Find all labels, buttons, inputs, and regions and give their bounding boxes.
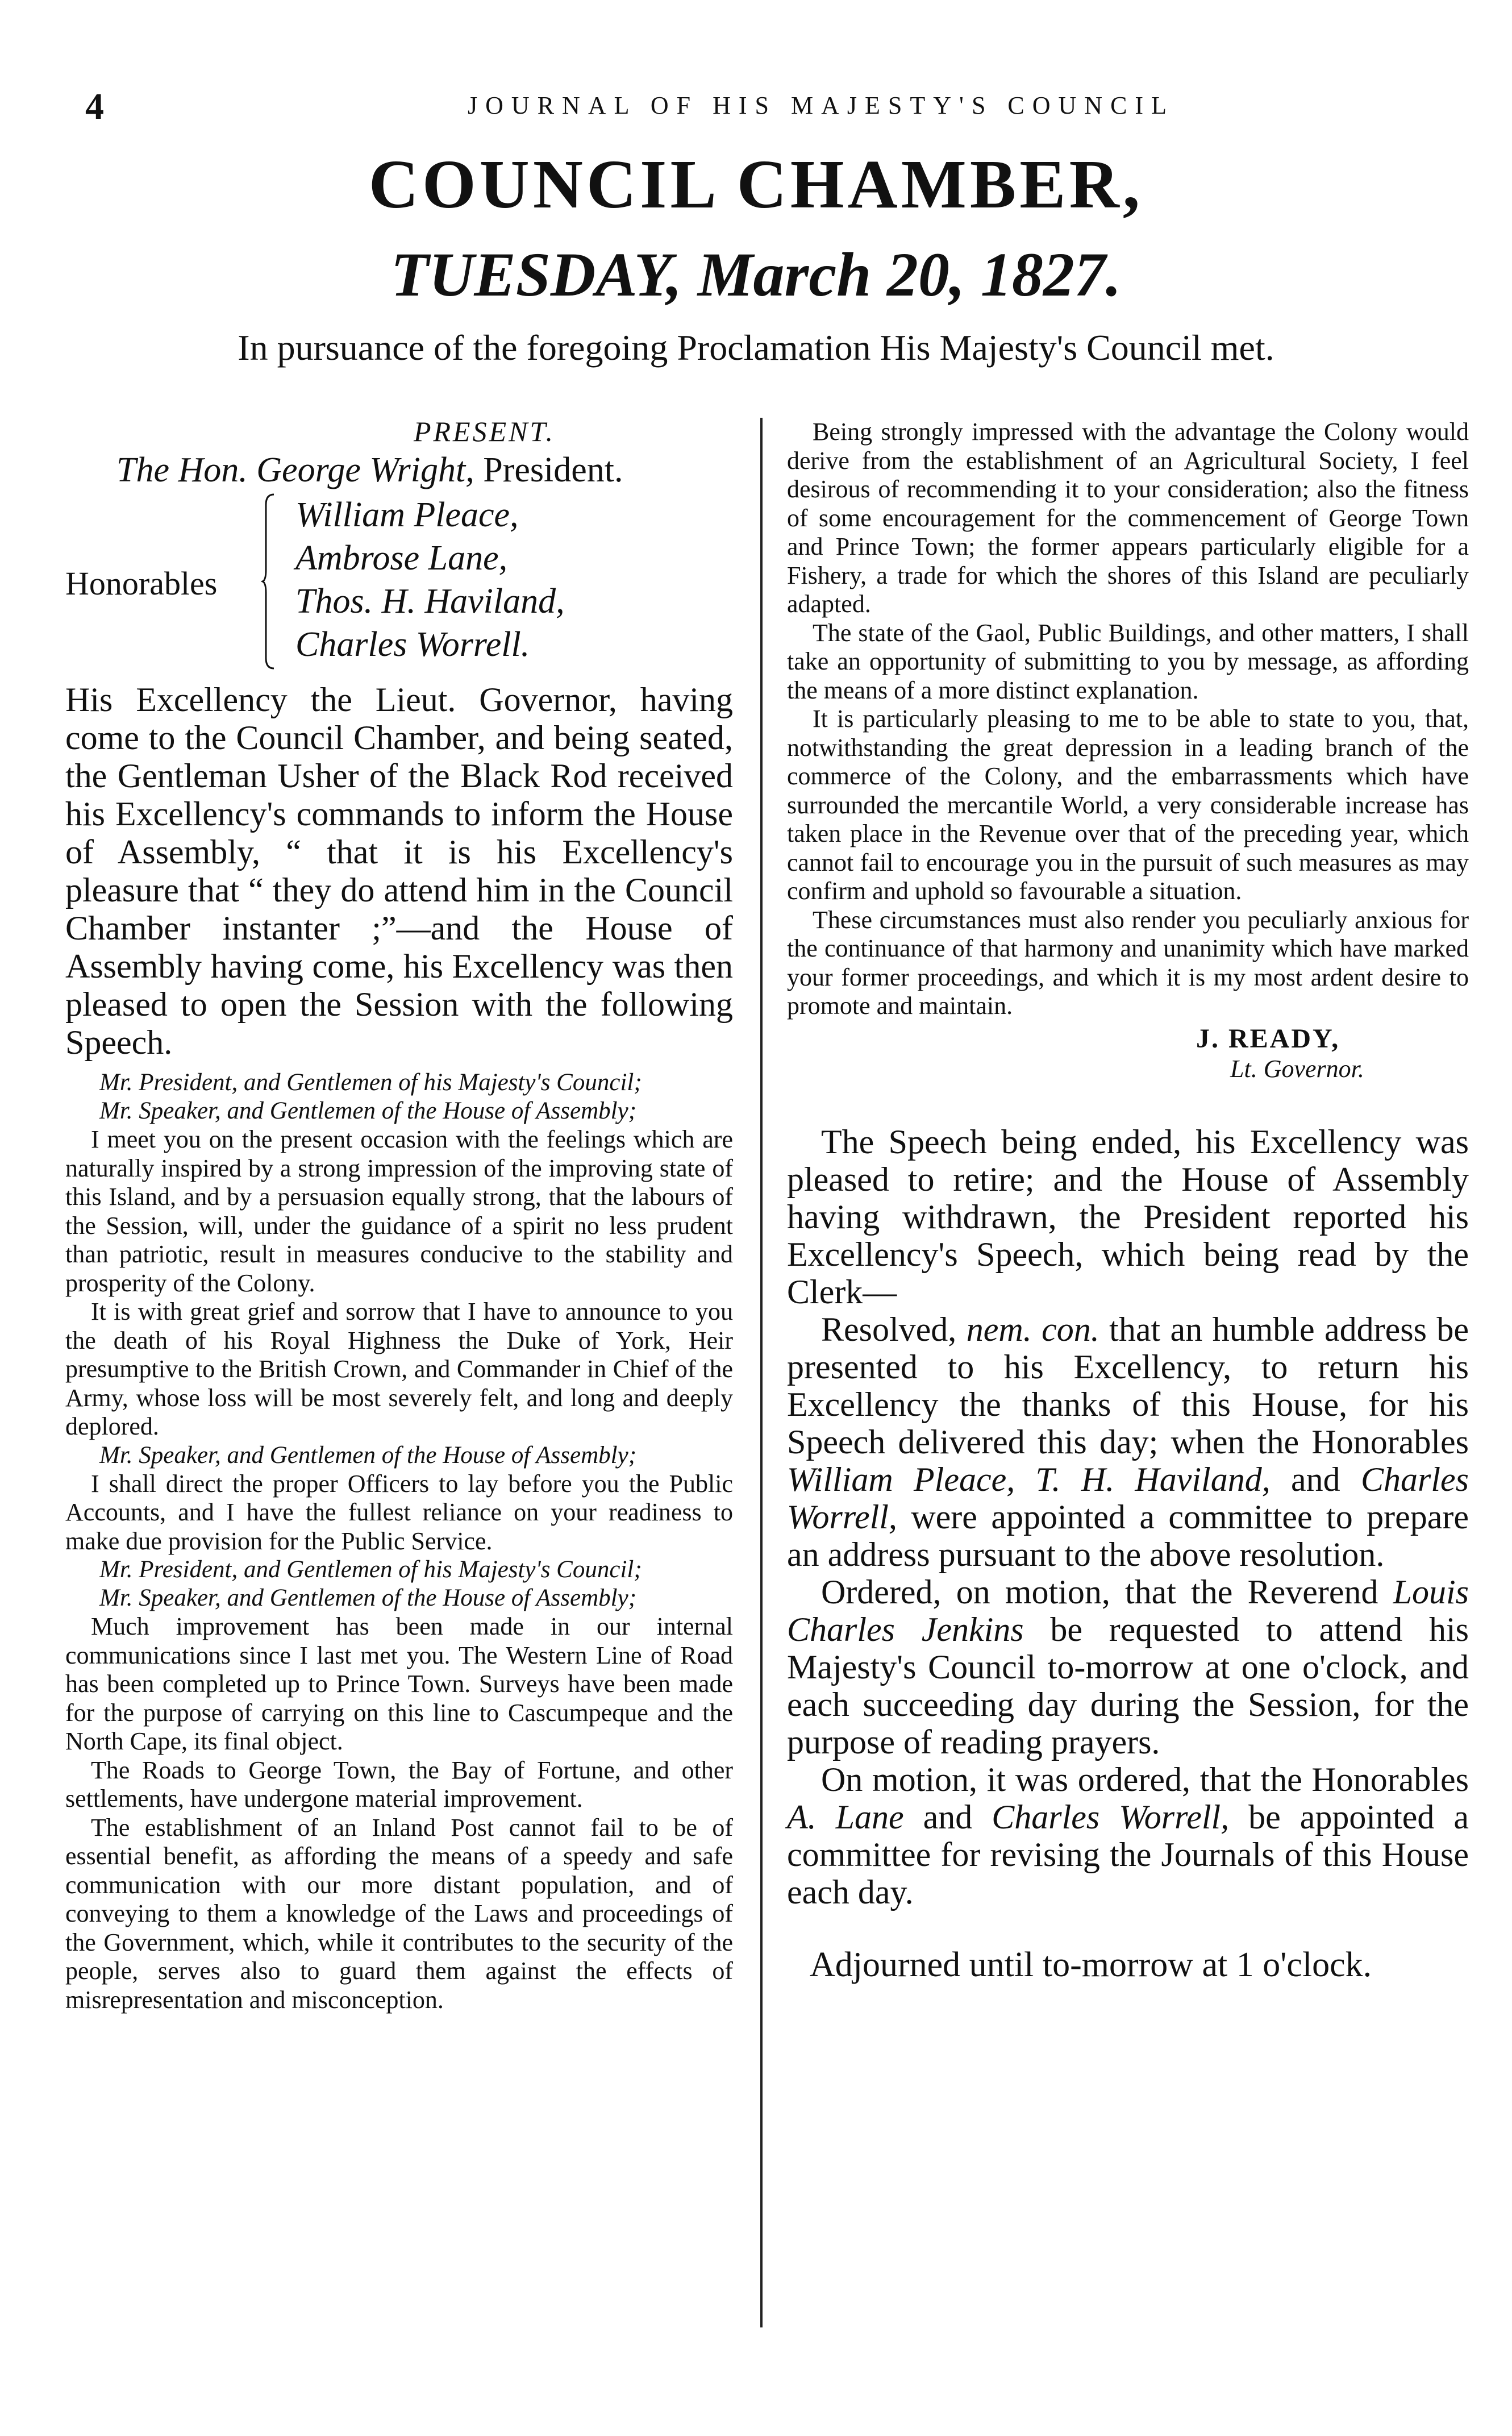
committee-names: Charles Worrell,: [787, 1460, 1469, 1536]
honorable-name: William Pleace,: [295, 496, 519, 534]
resolved-label: Resolved,: [821, 1310, 957, 1348]
proceedings-text: On motion, it was ordered, that the Honorables: [821, 1760, 1469, 1798]
committee-names: A. Lane: [787, 1798, 904, 1836]
running-head: JOURNAL OF HIS MAJESTY'S COUNCIL: [468, 92, 1174, 119]
intro-line: In pursuance of the foregoing Proclamation His Majesty's Council met.: [238, 327, 1274, 368]
signature-name: J. READY,: [1196, 1023, 1340, 1054]
narrative-paragraph: His Excellency the Lieut. Governor, having come to the Council Chamber, and being seated, the Gentleman Usher of the Black Rod received his Excellency's commands to inform the House of Assembly, “ that it is his Excellency's pleasure that “ they do attend him in the Council Chamber instanter ;”—and the House of Assembly having come, his Excellency was then pleased to open the Session with the following Speech.: [65, 681, 733, 1061]
signature-title: Lt. Governor.: [1230, 1054, 1364, 1083]
proceedings-text: were appointed a committee to prepare an address pursuant to the above resolution.: [787, 1498, 1469, 1573]
honorable-name: Ambrose Lane,: [295, 539, 508, 577]
president-name: George Wright,: [256, 451, 474, 489]
speech-paragraph: The state of the Gaol, Public Buildings, and other matters, I shall take an opportunity of submitting to you by message, as affording the means of a more distinct explanation.: [787, 618, 1469, 704]
committee-names: Charles Worrell,: [992, 1798, 1230, 1836]
proceedings-paragraph: The Speech being ended, his Excellency was pleased to retire; and the House of Assembly having withdrawn, the President reported his Excellency's Speech, which being read by the Clerk—: [787, 1123, 1469, 1311]
proceedings-paragraph: [787, 1761, 1469, 1911]
speech-paragraph: These circumstances must also render you peculiarly anxious for the continuance of that harmony and unanimity which have marked your former proceedings, and which it is my most ardent desire to promote and maintain.: [787, 905, 1469, 1020]
present-heading: PRESENT.: [413, 415, 556, 447]
nem-con: nem. con.: [966, 1310, 1099, 1348]
speech-address: Mr. President, and Gentlemen of his Majesty's Council;: [99, 1556, 642, 1583]
speech-paragraph: I shall direct the proper Officers to lay before you the Public Accounts, and I have the fullest reliance on your readiness to make due provision for the Public Service.: [65, 1469, 733, 1555]
proceedings-text: be appointed a committee for revising the Journals of this House each day.: [787, 1798, 1469, 1911]
honorable-name: Thos. H. Haviland,: [295, 582, 565, 621]
reverend-name: Louis Charles Jenkins: [787, 1573, 1469, 1648]
right-column: [787, 418, 1469, 1985]
speech-paragraph: It is particularly pleasing to me to be able to state to you, that, notwithstanding the great depression in a leading branch of the commerce of the Colony, and the embarrassments which have surrounded the mercantile World, a very considerable increase has taken place in the Revenue over that of the preceding year, which cannot fail to encourage you in the pursuit of such measures as may confirm and uphold so favourable a situation.: [787, 705, 1469, 905]
president-prefix: The Hon.: [116, 451, 248, 489]
honorables-block: [65, 493, 733, 681]
committee-names: William Pleace, T. H. Haviland,: [787, 1460, 1271, 1498]
speech-paragraph: The establishment of an Inland Post cannot fail to be of essential benefit, as affording the means of a speedy and safe communication with our more distant population, and of conveying to them a knowledge of the Laws and proceedings of the Government, which, while it contributes to the security of the people, serves also to guard them against the effects of misrepresentation and misconception.: [65, 1813, 733, 2014]
column-divider: [760, 418, 763, 2327]
proceedings-text: that an humble address be presented to his Excellency, to return his Excellency the thanks of this House, for his Speech delivered this day; when the Honorables: [787, 1310, 1469, 1461]
proceedings-text: Ordered, on motion, that the Reverend: [821, 1573, 1378, 1611]
president-line: [116, 451, 733, 489]
speech-address: Mr. Speaker, and Gentlemen of the House of Assembly;: [99, 1441, 637, 1469]
page-title: COUNCIL CHAMBER,: [368, 146, 1144, 223]
speech-paragraph: Much improvement has been made in our internal communications since I last met you. The Western Line of Road has been completed up to Prince Town. Surveys have been made for the purpose of carrying on this line to Cascumpeque and the North Cape, its final object.: [65, 1612, 733, 1755]
brace-icon: [261, 493, 275, 670]
left-column: [65, 415, 733, 2014]
page-number: 4: [85, 86, 104, 127]
date-line: TUESDAY, March 20, 1827.: [390, 240, 1122, 309]
speech-paragraph: The Roads to George Town, the Bay of Fortune, and other settlements, have undergone material improvement.: [65, 1756, 733, 1813]
proceedings-paragraph: [787, 1573, 1469, 1761]
honorable-name: Charles Worrell.: [295, 625, 530, 664]
president-title: President.: [483, 451, 623, 489]
speech-paragraph: Being strongly impressed with the advantage the Colony would derive from the establishment of an Agricultural Society, I feel desirous of recommending it to your consideration; also the fitness of some encouragement for the commencement of George Town and Prince Town; the former appears particularly eligible for a Fishery, a trade for which the shores of this Island are peculiarly adapted.: [787, 418, 1469, 618]
proceedings-text: and: [1291, 1460, 1340, 1498]
speech-paragraph: It is with great grief and sorrow that I have to announce to you the death of his Royal Highness the Duke of York, Heir presumptive to the British Crown, and Commander in Chief of the Army, whose loss will be most severely felt, and long and deeply deplored.: [65, 1298, 733, 1440]
speech-address: Mr. President, and Gentlemen of his Majesty's Council;: [99, 1069, 642, 1096]
honorables-names: [295, 493, 565, 666]
proceedings-text: and: [923, 1798, 973, 1836]
proceedings-paragraph: [787, 1311, 1469, 1573]
honorables-label: Honorables: [65, 565, 218, 602]
speech-address: Mr. Speaker, and Gentlemen of the House of Assembly;: [99, 1098, 637, 1124]
adjourned-line: Adjourned until to-morrow at 1 o'clock.: [810, 1945, 1372, 1984]
proceedings-text: be requested to attend his Majesty's Council to-morrow at one o'clock, and each succeeding day during the Session, for the purpose of reading prayers.: [787, 1610, 1469, 1761]
speech-paragraph: I meet you on the present occasion with the feelings which are naturally inspired by a strong impression of the improving state of this Island, and by a persuasion equally strong, that the labours of the Session, will, under the guidance of a spirit no less prudent than patriotic, result in measures conducive to the stability and prosperity of the Colony.: [65, 1125, 733, 1297]
speech-address: Mr. Speaker, and Gentlemen of the House of Assembly;: [99, 1585, 637, 1611]
